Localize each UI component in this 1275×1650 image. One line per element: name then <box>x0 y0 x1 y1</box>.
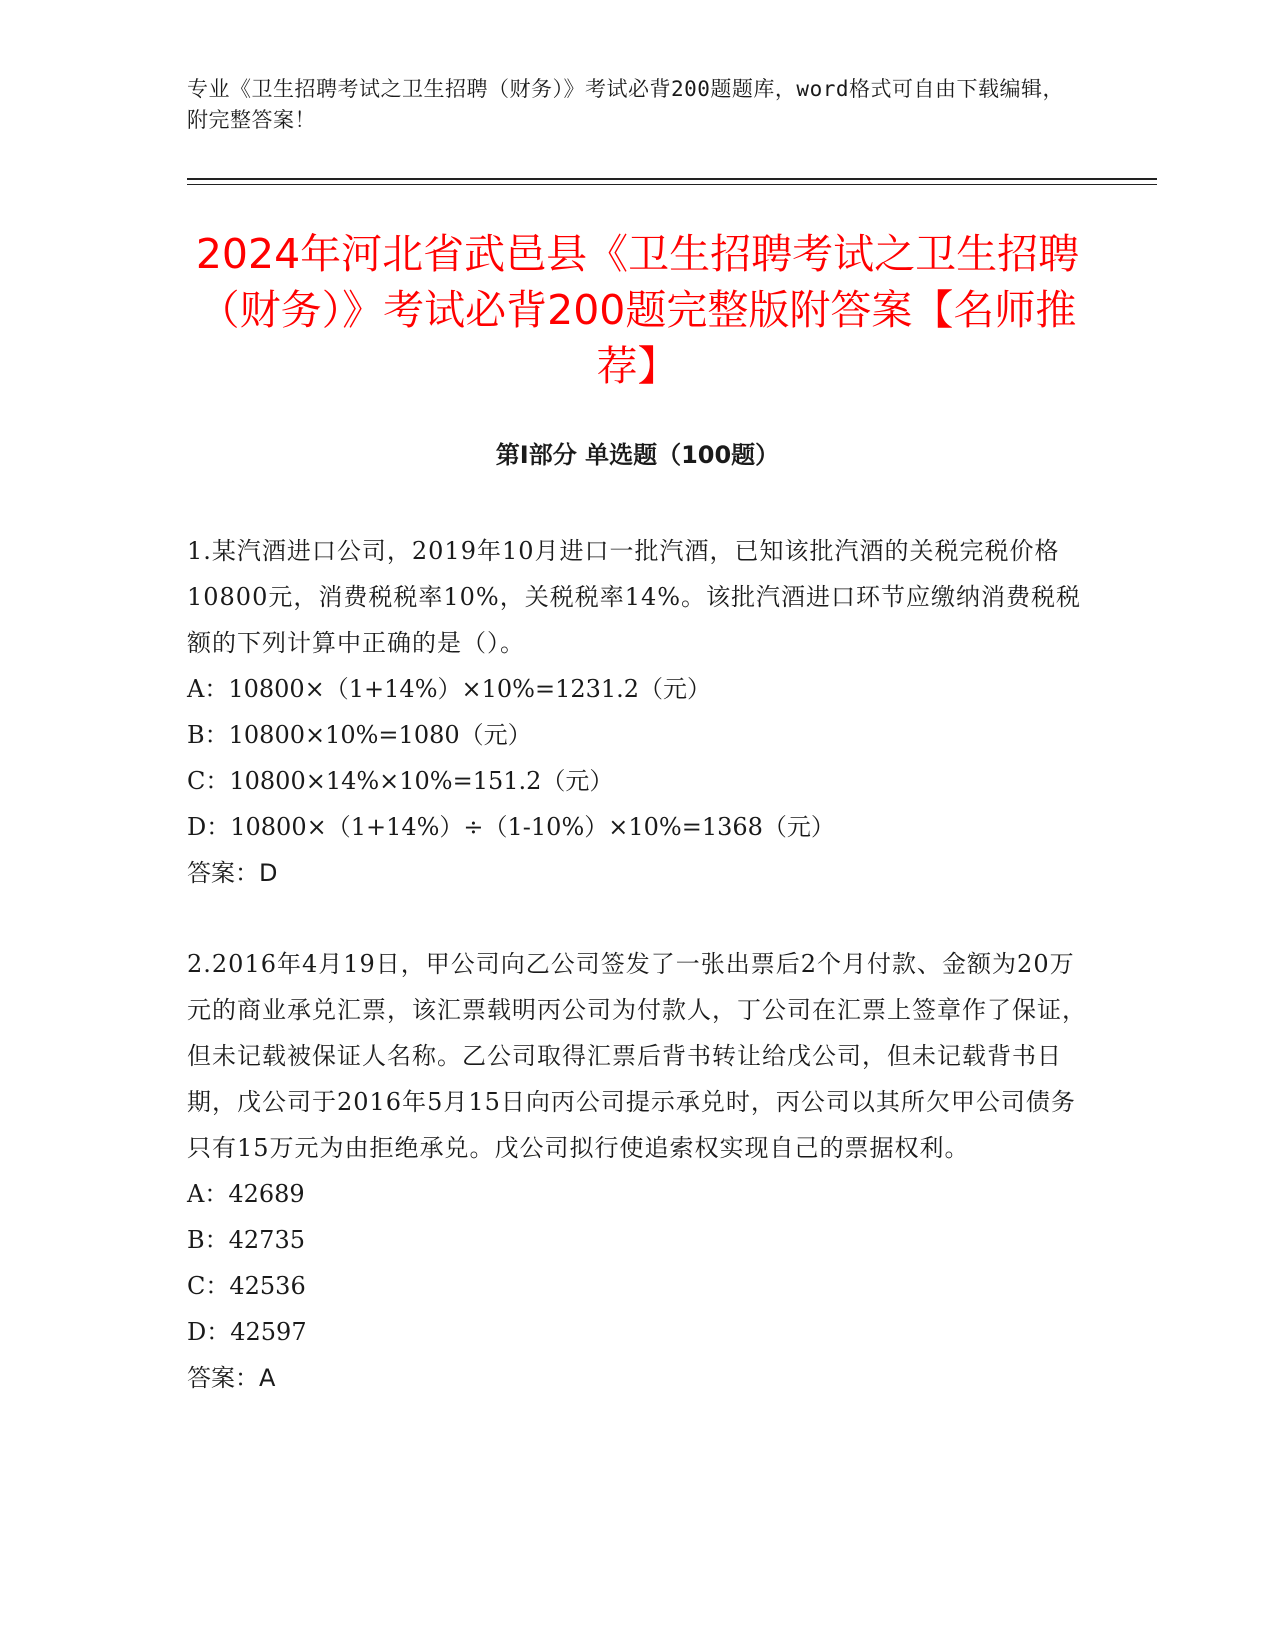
document-title: 2024年河北省武邑县《卫生招聘考试之卫生招聘（财务）》考试必背200题完整版附答案【名师推荐】 <box>195 230 1080 390</box>
option-c: C：10800×14%×10%=151.2（元） <box>187 767 614 795</box>
header-rule-thin <box>187 184 1157 185</box>
header-note: 专业《卫生招聘考试之卫生招聘（财务）》考试必背200题题库，word格式可自由下载编辑，附完整答案！ <box>187 77 1064 132</box>
option-c: C：42536 <box>187 1272 306 1300</box>
answer: 答案：D <box>187 859 278 887</box>
option-d: D：42597 <box>187 1318 307 1346</box>
question-2 <box>187 941 1087 1401</box>
option-b: B：42735 <box>187 1226 305 1254</box>
question-stem: 1.某汽酒进口公司，2019年10月进口一批汽酒，已知该批汽酒的关税完税价格10800元，消费税税率10%，关税税率14%。该批汽酒进口环节应缴纳消费税税额的下列计算中正确的是（）。 <box>187 537 1082 657</box>
option-b: B：10800×10%=1080（元） <box>187 721 532 749</box>
section-heading: 第Ⅰ部分 单选题（100题） <box>495 441 780 469</box>
option-a: A：10800×（1+14%）×10%=1231.2（元） <box>187 675 712 703</box>
header-rule-thick <box>187 178 1157 180</box>
answer: 答案：A <box>187 1364 276 1392</box>
question-stem: 2.2016年4月19日，甲公司向乙公司签发了一张出票后2个月付款、金额为20万元的商业承兑汇票，该汇票载明丙公司为付款人，丁公司在汇票上签章作了保证，但未记载被保证人名称。乙公司取得汇票后背书转让给戊公司，但未记载背书日期，戊公司于2016年5月15日向丙公司提示承兑时，丙公司以其所欠甲公司债务只有15万元为由拒绝承兑。戊公司拟行使追索权实现自己的票据权利。 <box>187 950 1087 1162</box>
question-1 <box>187 528 1087 896</box>
option-a: A：42689 <box>187 1180 305 1208</box>
option-d: D：10800×（1+14%）÷（1-10%）×10%=1368（元） <box>187 813 835 841</box>
